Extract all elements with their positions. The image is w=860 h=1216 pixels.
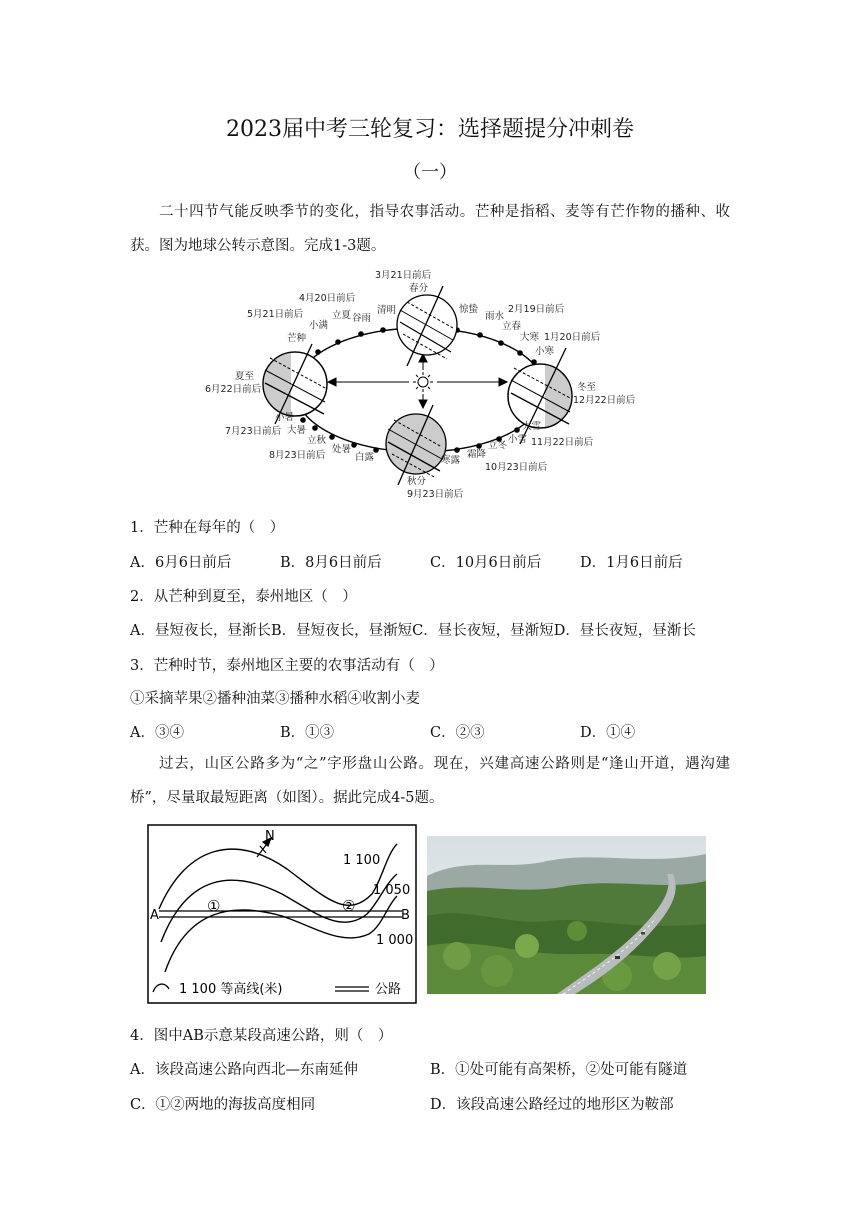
earth-autumn-equinox (386, 405, 446, 485)
label-aug23: 8月23日前后 (269, 450, 326, 461)
label-xiaoxue: 小雪 (508, 434, 528, 445)
highway-photo (427, 836, 706, 994)
sun-icon (413, 372, 433, 392)
label-shuangjiang: 霜降 (467, 449, 487, 460)
q2-options[interactable]: A．昼短夜长，昼渐长B．昼短夜长，昼渐短C．昼长夜短，昼渐短D．昼长夜短，昼渐长 (130, 623, 696, 639)
label-dahan: 大寒 (520, 332, 540, 343)
label-jun22: 6月22日前后 (205, 384, 262, 395)
q4-stem: 4．图中AB示意某段高速公路，则（ ） (130, 1028, 393, 1044)
intro-paragraph-1: 二十四节气能反映季节的变化，指导农事活动。芒种是指稻、麦等有芒作物的播种、收获。图为地球公转示意图。完成1-3题。 (130, 204, 730, 254)
point-b-label: B (401, 908, 410, 923)
q3-option-b[interactable]: B．①③ (280, 725, 335, 741)
contour-label-1100: 1 100 (343, 853, 381, 868)
contour-label-1000: 1 000 (376, 933, 414, 948)
q1-option-d[interactable]: D．1月6日前后 (580, 555, 683, 571)
label-qiufen: 秋分 (407, 476, 427, 487)
contour-label-1050: 1 050 (373, 883, 411, 898)
label-feb19: 2月19日前后 (508, 304, 565, 315)
label-lichun: 立春 (502, 321, 522, 332)
label-may21: 5月21日前后 (247, 309, 304, 320)
label-jul23: 7月23日前后 (225, 426, 282, 437)
label-jan20: 1月20日前后 (544, 332, 601, 343)
q2-stem: 2．从芒种到夏至，泰州地区（ ） (130, 589, 357, 605)
q4-option-c[interactable]: C．①②两地的海拔高度相同 (130, 1097, 316, 1113)
q4-option-d[interactable]: D．该段高速公路经过的地形区为鞍部 (430, 1097, 674, 1113)
label-apr20: 4月20日前后 (299, 293, 356, 304)
q4-option-a[interactable]: A．该段高速公路向西北—东南延伸 (130, 1062, 358, 1078)
mark-1: ① (207, 897, 221, 915)
contour-map (147, 824, 417, 1004)
label-lidong: 立冬 (488, 440, 508, 451)
label-dec22: 12月22日前后 (573, 395, 636, 406)
label-xiaoshu: 小暑 (275, 412, 295, 423)
q1-stem: 1．芒种在每年的（ ） (130, 520, 285, 536)
mark-2: ② (342, 897, 356, 915)
sun-arrows (328, 354, 507, 408)
q3-option-c[interactable]: C．②③ (430, 725, 485, 741)
earth-spring-equinox (397, 286, 457, 366)
q3-stem: 3．芒种时节，泰州地区主要的农事活动有（ ） (130, 658, 444, 674)
q1-option-c[interactable]: C．10月6日前后 (430, 555, 542, 571)
intro-paragraph-2: 过去，山区公路多为“之”字形盘山公路。现在，兴建高速公路则是“逢山开道，遇沟建桥”，尽量取最短距离（如图）。据此完成4-5题。 (130, 756, 730, 806)
q1-option-a[interactable]: A．6月6日前后 (130, 555, 232, 571)
q4-option-b[interactable]: B．①处可能有高架桥，②处可能有隧道 (430, 1062, 688, 1078)
label-qingming: 清明 (377, 305, 397, 316)
page-subtitle: （一） (403, 162, 457, 183)
label-chushu: 处暑 (332, 444, 352, 455)
label-lixia: 立夏 (332, 310, 352, 321)
legend-contour-label: 1 100 等高线(米) (179, 982, 283, 997)
label-daxue: 大雪 (522, 421, 542, 432)
label-liqiu: 立秋 (307, 435, 327, 446)
label-chunfen: 春分 (409, 283, 429, 294)
label-hanlu: 寒露 (441, 455, 461, 466)
page-title: 2023届中考三轮复习：选择题提分冲刺卷 (226, 117, 634, 142)
label-dashu: 大暑 (287, 425, 307, 436)
orbit-diagram (195, 262, 655, 502)
q1-option-b[interactable]: B．8月6日前后 (280, 555, 382, 571)
label-bailu: 白露 (355, 452, 375, 463)
label-mangzhong: 芒种 (287, 333, 307, 344)
q3-items: ①采摘苹果②播种油菜③播种水稻④收割小麦 (130, 691, 420, 707)
label-xiaoman: 小满 (309, 320, 329, 331)
point-a-label: A (150, 908, 159, 923)
north-label: N (265, 829, 275, 844)
label-oct23: 10月23日前后 (485, 462, 548, 473)
q3-option-a[interactable]: A．③④ (130, 725, 184, 741)
label-jingzhe: 惊蛰 (459, 304, 479, 315)
label-xiazhi: 夏至 (235, 371, 255, 382)
label-guyu: 谷雨 (352, 313, 372, 324)
label-xiaohan: 小寒 (535, 346, 555, 357)
label-yushui: 雨水 (485, 311, 505, 322)
legend-road-label: 公路 (375, 982, 402, 997)
q3-option-d[interactable]: D．①④ (580, 725, 636, 741)
label-dongzhi: 冬至 (577, 382, 597, 393)
label-nov22: 11月22日前后 (531, 437, 594, 448)
label-mar21: 3月21日前后 (375, 270, 432, 281)
label-sep23: 9月23日前后 (407, 489, 464, 500)
